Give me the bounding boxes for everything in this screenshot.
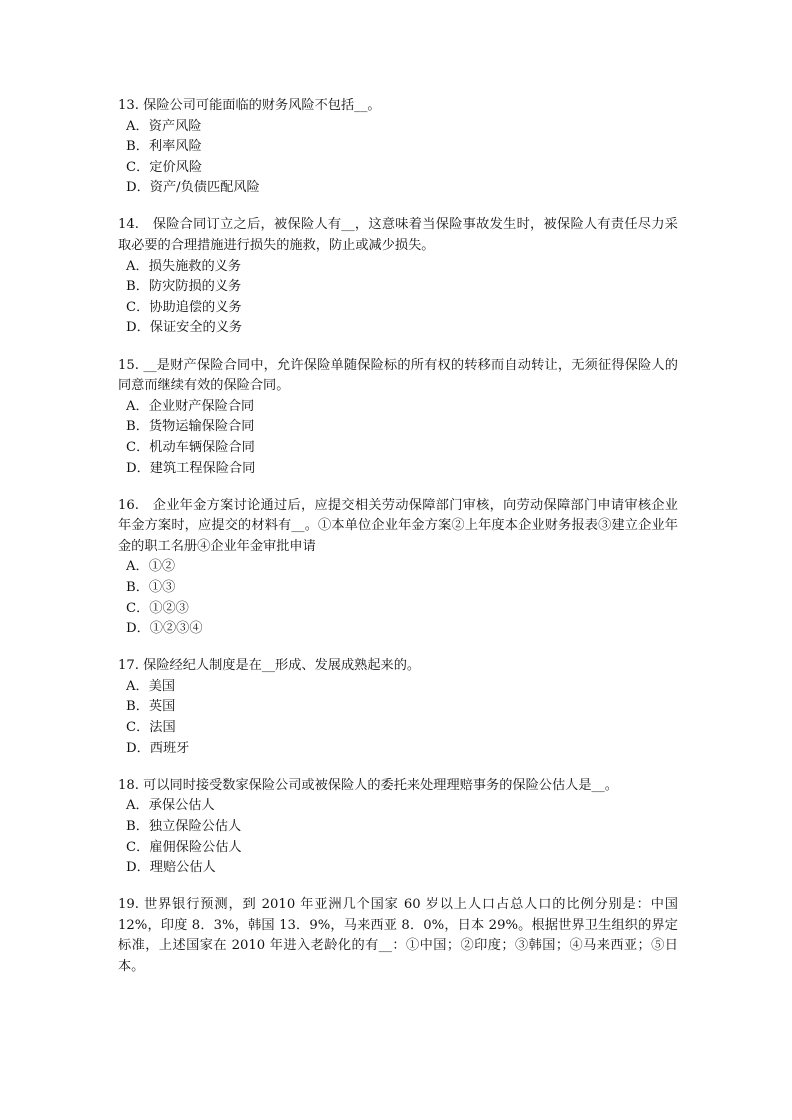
option-b: B．货物运输保险合同 [126, 419, 255, 435]
option-a: A．企业财产保险合同 [126, 398, 255, 414]
question-stem: 13. 保险公司可能面临的财务风险不包括__。 [118, 98, 381, 113]
question-stem: 17. 保险经纪人制度是在__形成、发展成熟起来的。 [118, 658, 421, 674]
option-a: A．损失施救的义务 [126, 258, 242, 274]
option-c: C．定价风险 [126, 159, 203, 175]
option-a: A．美国 [126, 678, 176, 694]
question-stem: 14. 保险合同订立之后，被保险人有__，这意味着当保险事故发生时，被保险人有责任尽力采取必要的合理措施进行损失的施救，防止或减少损失。 [118, 217, 678, 254]
option-b: B．防灾防损的义务 [126, 279, 242, 295]
option-d: D．建筑工程保险合同 [126, 460, 256, 476]
option-b: B．利率风险 [126, 139, 202, 155]
question-13 [118, 96, 678, 199]
option-d: D．理赔公估人 [126, 860, 216, 876]
question-14 [118, 215, 678, 339]
option-b: B．英国 [126, 699, 176, 715]
option-b: B．①③ [126, 579, 176, 595]
question-16 [118, 496, 678, 640]
option-d: D．西班牙 [126, 740, 190, 756]
question-stem: 15. __是财产保险合同中，允许保险单随保险标的所有权的转移而自动转让，无须征得保险人的同意而继续有效的保险合同。 [118, 357, 678, 394]
question-stem: 18. 可以同时接受数家保险公司或被保险人的委托来处理理赔事务的保险公估人是__。 [118, 777, 618, 793]
question-15 [118, 356, 678, 480]
option-c: C．法国 [126, 720, 176, 736]
question-17 [118, 656, 678, 759]
option-a: A．承保公估人 [126, 798, 215, 814]
option-a: A．资产风险 [126, 118, 202, 134]
question-18 [118, 776, 678, 879]
question-list [118, 96, 678, 994]
option-b: B．独立保险公估人 [126, 818, 242, 834]
option-a: A．①② [126, 559, 176, 575]
question-stem: 19. 世界银行预测，到 2010 年亚洲几个国家 60 岁以上人口占总人口的比例分别是：中国 12%，印度 8．3%，韩国 13．9%，马来西亚 8．0%，日本 29%。根据世界卫生组织的界定标准，上述国家在 2010 年进入老龄化的有__：①中国；②印度；③韩国；④马来西亚；⑤日本。 [118, 897, 678, 974]
option-c: C．雇佣保险公估人 [126, 839, 242, 855]
question-stem: 16. 企业年金方案讨论通过后，应提交相关劳动保障部门审核，向劳动保障部门申请审核企业年金方案时，应提交的材料有__。①本单位企业年金方案②上年度本企业财务报表③建立企业年金的职工名册④企业年金审批申请 [118, 497, 678, 554]
option-d: D．资产/负债匹配风险 [126, 180, 260, 196]
option-d: D．①②③④ [126, 621, 203, 637]
option-d: D．保证安全的义务 [126, 320, 243, 336]
option-c: C．机动车辆保险合同 [126, 439, 255, 455]
option-c: C．协助追偿的义务 [126, 299, 242, 315]
option-c: C．①②③ [126, 600, 189, 616]
question-19 [118, 895, 678, 977]
